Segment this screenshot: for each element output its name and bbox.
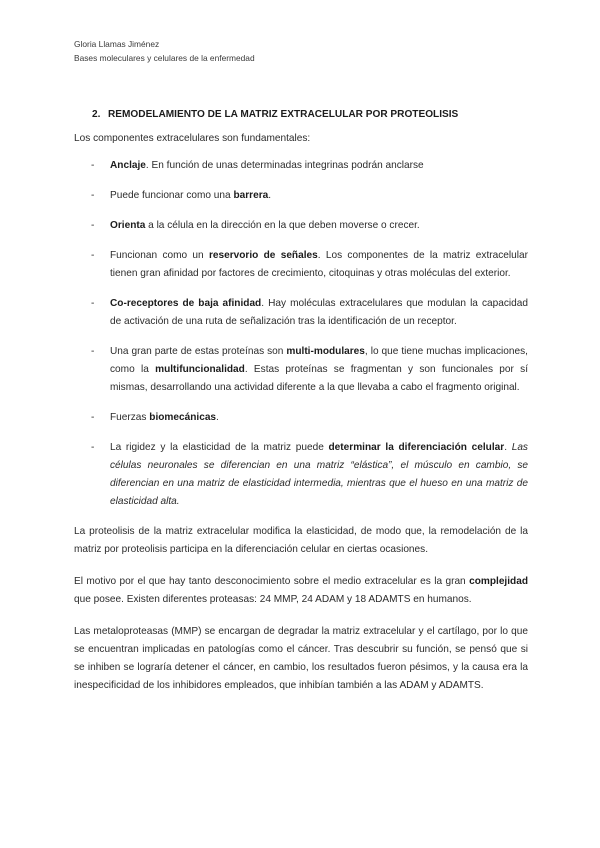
item-text: Puede funcionar como una	[110, 190, 234, 201]
list-dash: -	[91, 220, 95, 231]
item-text: .	[504, 442, 507, 453]
item-text: Una gran parte de estas proteínas son	[110, 346, 287, 357]
list-dash: -	[91, 250, 95, 261]
paragraph-mmp: Las metaloproteasas (MMP) se encargan de degradar la matriz extracelular y el cartílago, por lo que se encuentran implicadas en patologías como el cáncer. Tras descubrir su función, se pensó que si se inhiben se lograría detener el cáncer, en cambio, los resultados fueron pésimos, y la causa era la inespecificidad de los inhibidores empleados, que inhibían también a las ADAM y ADAMTS.	[74, 626, 528, 691]
components-list	[74, 157, 528, 511]
item-text: , lo que tiene muchas implicaciones, como la	[110, 346, 528, 375]
document-body	[74, 106, 528, 695]
bold-term: reservorio de señales	[208, 250, 318, 261]
bold-term: multifuncionalidad	[155, 364, 245, 375]
item-text: Fuerzas	[110, 412, 150, 423]
list-dash: -	[91, 412, 95, 423]
paragraph-text: que posee. Existen diferentes proteasas: 24 MMP, 24 ADAM y 18 ADAMTS en humanos.	[74, 594, 472, 605]
item-text: . En función de unas determinadas integrinas podrán anclarse	[145, 160, 424, 171]
list-dash: -	[91, 346, 95, 357]
list-item	[74, 439, 528, 511]
list-item	[74, 157, 528, 175]
item-text: . Estas proteínas se fragmentan y son funcionales por sí mismas, desarrollando una actividad diferente a la que llevaba a cabo el fragmento original.	[110, 364, 528, 393]
list-item	[74, 217, 528, 235]
item-text: .	[216, 412, 219, 423]
bold-term: multi-modulares	[286, 346, 365, 357]
bold-term: biomecánicas	[149, 412, 217, 423]
intro-paragraph: Los componentes extracelulares son fundamentales:	[74, 133, 311, 144]
item-text: La rigidez y la elasticidad de la matriz puede	[110, 442, 329, 453]
italic-example: Las células neuronales se diferencian en una matriz “elástica”, el músculo en cambio, se diferencian en una matriz de elasticidad intermedia, mientras que el hueso en una matriz de elasticidad alta.	[110, 442, 528, 507]
paragraph-elasticity: La proteolisis de la matriz extracelular modifica la elasticidad, de modo que, la remodelación de la matriz por proteolisis participa en la diferenciación celular en ciertas ocasiones.	[74, 526, 528, 555]
bold-term: Anclaje	[110, 160, 146, 171]
item-text: a la célula en la dirección en la que deben moverse o crecer.	[145, 220, 420, 231]
bold-term: complejidad	[469, 576, 528, 587]
list-item	[74, 247, 528, 283]
list-item	[74, 343, 528, 397]
item-text: . Hay moléculas extracelulares que modulan la capacidad de activación de una ruta de señalización tras la identificación de un receptor.	[110, 298, 528, 327]
paragraph-text: El motivo por el que hay tanto desconocimiento sobre el medio extracelular es la gran	[74, 576, 470, 587]
item-text: . Los componentes de la matriz extracelular tienen gran afinidad por factores de crecimiento, citoquinas y otras moléculas del exterior.	[110, 250, 528, 279]
page-header	[74, 38, 255, 65]
list-dash: -	[91, 190, 95, 201]
bold-term: Orienta	[110, 220, 146, 231]
bold-term: Co-receptores de baja afinidad	[110, 298, 262, 309]
bold-term: barrera	[233, 190, 269, 201]
item-text: .	[268, 190, 272, 201]
section-title: REMODELAMIENTO DE LA MATRIZ EXTRACELULAR POR PROTEOLISIS	[108, 109, 459, 120]
list-dash: -	[91, 160, 95, 171]
list-item	[74, 187, 528, 205]
item-text: Funcionan como un	[110, 250, 209, 261]
list-item	[74, 295, 528, 331]
section-number: 2.	[92, 109, 101, 120]
section-heading	[92, 106, 528, 123]
course-subject: Bases moleculares y celulares de la enfermedad	[74, 52, 255, 63]
bold-term: determinar la diferenciación celular	[328, 442, 505, 453]
author-name: Gloria Llamas Jiménez	[74, 39, 160, 49]
list-item	[74, 409, 528, 427]
paragraph-complexity	[74, 573, 528, 609]
list-dash: -	[91, 298, 95, 309]
list-dash: -	[91, 442, 95, 453]
